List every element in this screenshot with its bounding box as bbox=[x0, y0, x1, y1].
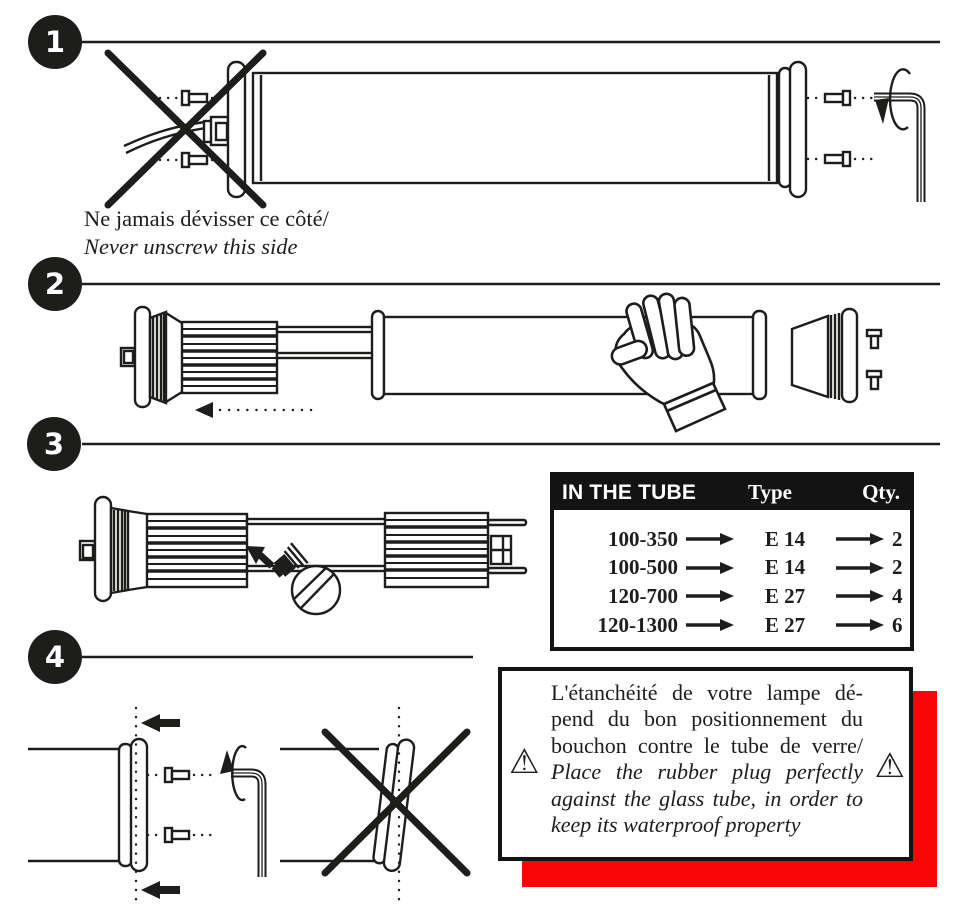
bulb-qty: 2 bbox=[892, 526, 903, 551]
model-range: 120-700 bbox=[608, 583, 678, 608]
table-row bbox=[574, 582, 904, 611]
step-3-badge: 3 bbox=[27, 417, 81, 471]
bulb-type: E 14 bbox=[764, 526, 806, 551]
warning-line-fr: L'étanchéité de votre lampe dé- bbox=[551, 680, 863, 705]
end-cap-drawing bbox=[792, 309, 881, 402]
model-range: 100-350 bbox=[608, 526, 678, 551]
caption-english: Never unscrew this side bbox=[84, 234, 298, 259]
arrow-icon bbox=[682, 532, 738, 546]
bulb-table bbox=[550, 472, 914, 651]
press-arrow-top bbox=[141, 714, 160, 732]
warning-box bbox=[498, 667, 913, 861]
step-4-illustration bbox=[28, 657, 473, 906]
arrow-icon bbox=[832, 618, 888, 632]
bulb-type: E 27 bbox=[764, 612, 806, 637]
warning-triangle-icon: ⚠ bbox=[874, 746, 905, 786]
arrow-icon bbox=[682, 561, 738, 575]
table-title: IN THE TUBE bbox=[562, 481, 697, 504]
glass-tube-drawing bbox=[228, 62, 806, 197]
column-type: Type bbox=[748, 480, 792, 504]
bulb-qty: 6 bbox=[892, 612, 903, 637]
bulb-table-header bbox=[554, 476, 910, 510]
step-1-illustration bbox=[82, 42, 940, 205]
table-row bbox=[574, 525, 904, 554]
caption-french: Ne jamais dévisser ce côté/ bbox=[84, 206, 329, 231]
step-2-illustration bbox=[82, 284, 940, 431]
table-row bbox=[574, 554, 904, 583]
warning-line-fr: bouchon contre le tube de verre/ bbox=[551, 732, 863, 758]
cable-connector-drawing bbox=[204, 117, 228, 145]
light-bulb-drawing bbox=[246, 543, 340, 614]
step-1-badge: 1 bbox=[28, 15, 82, 69]
warning-line-en: Place the rubber plug perfectly bbox=[551, 759, 863, 785]
bulb-type: E 27 bbox=[764, 583, 806, 608]
arrow-icon bbox=[832, 532, 888, 546]
model-range: 100-500 bbox=[608, 555, 678, 580]
allen-key-drawing bbox=[231, 773, 262, 877]
warning-line-en: keep its waterproof property bbox=[551, 812, 801, 838]
plug-assembly-drawing bbox=[121, 307, 373, 407]
pull-direction-arrow bbox=[195, 402, 320, 418]
arrow-icon bbox=[682, 589, 738, 603]
bulb-type: E 14 bbox=[764, 555, 806, 580]
step-1-caption bbox=[84, 205, 329, 261]
warning-triangle-icon: ⚠ bbox=[509, 742, 540, 782]
press-arrow-bottom bbox=[141, 881, 160, 899]
arrow-icon bbox=[682, 618, 738, 632]
table-row bbox=[574, 611, 904, 640]
column-qty: Qty. bbox=[862, 480, 900, 504]
screw-drawing bbox=[808, 91, 877, 166]
bulb-qty: 2 bbox=[892, 555, 903, 580]
step-2-badge: 2 bbox=[28, 257, 82, 311]
model-range: 120-1300 bbox=[597, 612, 678, 637]
arrow-icon bbox=[832, 589, 888, 603]
bulb-table-body bbox=[554, 510, 910, 639]
arrow-icon bbox=[832, 561, 888, 575]
glove-hand-drawing bbox=[610, 293, 725, 431]
warning-line-fr: pend du bon positionnement du bbox=[551, 706, 863, 732]
correct-cap-position-drawing bbox=[28, 708, 262, 906]
warning-line-en: against the glass tube, in order to bbox=[551, 785, 863, 811]
bulb-qty: 4 bbox=[892, 583, 903, 608]
warning-text bbox=[551, 680, 863, 838]
step-4-badge: 4 bbox=[28, 630, 82, 684]
wrong-cap-position-drawing bbox=[280, 708, 467, 906]
